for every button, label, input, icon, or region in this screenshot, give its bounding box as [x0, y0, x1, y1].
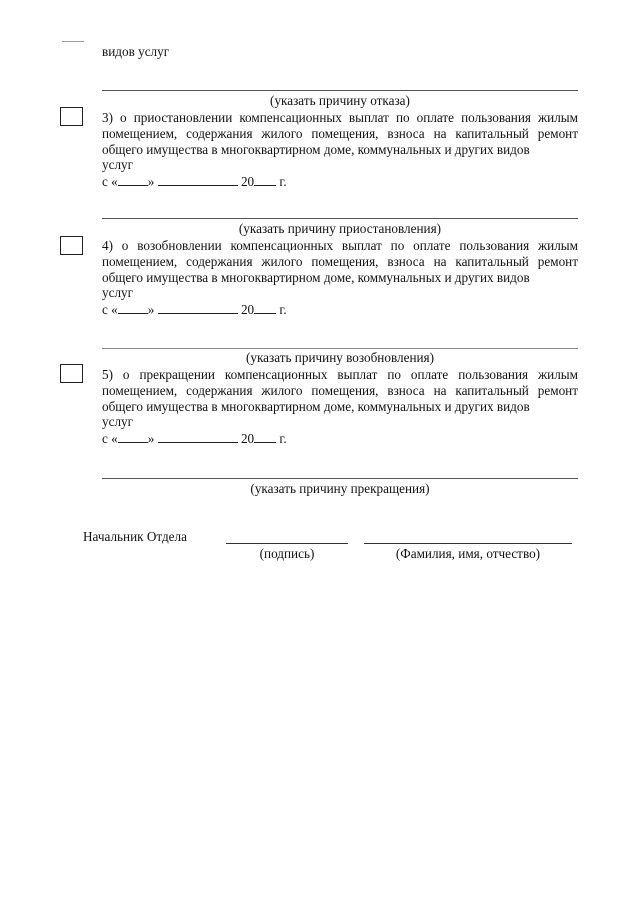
item-3-date: [102, 174, 287, 190]
date-quote-close: »: [147, 431, 155, 446]
date-prefix: с «: [102, 431, 118, 446]
date-month-blank[interactable]: [158, 302, 238, 314]
date-year-prefix: 20: [240, 431, 255, 446]
date-year-blank[interactable]: [254, 174, 276, 186]
item-5-checkbox[interactable]: [60, 364, 83, 383]
item-4-last-word: услуг: [102, 285, 134, 301]
signature-title: Начальник Отдела: [83, 529, 187, 544]
date-prefix: с «: [102, 302, 118, 317]
date-year-blank[interactable]: [254, 302, 276, 314]
date-year-blank[interactable]: [254, 431, 276, 443]
date-year-prefix: 20: [240, 302, 255, 317]
date-day-blank[interactable]: [118, 431, 148, 443]
date-prefix: с «: [102, 174, 118, 189]
resumption-reason-line: [102, 348, 578, 349]
item-5-text: [102, 367, 578, 430]
date-year-suffix: г.: [279, 302, 287, 317]
refusal-reason-caption: (указать причину отказа): [270, 93, 410, 108]
date-year-suffix: г.: [279, 174, 287, 189]
item-5-body: 5) о прекращении компенсационных выплат по оплате пользования жилым помещением, содержания жилого помещения, взноса на капитальный ремонт общего имущества в многоквартирном доме, коммунальных и других видов: [102, 367, 578, 414]
top-dash: [62, 41, 84, 42]
suspension-reason-caption: (указать причину приостановления): [238, 221, 442, 236]
suspension-reason-line: [102, 218, 578, 219]
resumption-reason-caption: (указать причину возобновления): [245, 350, 435, 365]
termination-reason-caption: (указать причину прекращения): [250, 481, 430, 496]
date-day-blank[interactable]: [118, 174, 148, 186]
date-quote-close: »: [147, 174, 155, 189]
date-year-suffix: г.: [279, 431, 287, 446]
item-3-body: 3) о приостановлении компенсационных выплат по оплате пользования жилым помещением, содержания жилого помещения, взноса на капитальный ремонт общего имущества в многоквартирном доме, коммунальных и других видов: [102, 110, 578, 157]
item-4-text: [102, 238, 578, 301]
item-3-checkbox[interactable]: [60, 107, 83, 126]
item-5-last-word: услуг: [102, 414, 134, 430]
full-name-caption: (Фамилия, имя, отчество): [395, 546, 541, 561]
signature-caption: (подпись): [259, 546, 315, 561]
date-month-blank[interactable]: [158, 431, 238, 443]
item-3-text: [102, 110, 578, 173]
full-name-line[interactable]: [364, 543, 572, 544]
date-month-blank[interactable]: [158, 174, 238, 186]
item-4-date: [102, 302, 287, 318]
item-3-last-word: услуг: [102, 157, 134, 173]
item-5-date: [102, 431, 287, 447]
refusal-reason-line: [102, 90, 578, 91]
date-year-prefix: 20: [240, 174, 255, 189]
continuation-text: видов услуг: [102, 44, 170, 59]
item-4-checkbox[interactable]: [60, 236, 83, 255]
termination-reason-line: [102, 478, 578, 479]
signature-line[interactable]: [226, 543, 348, 544]
date-day-blank[interactable]: [118, 302, 148, 314]
date-quote-close: »: [147, 302, 155, 317]
item-4-body: 4) о возобновлении компенсационных выплат по оплате пользования жилым помещением, содержания жилого помещения, взноса на капитальный ремонт общего имущества в многоквартирном доме, коммунальных и других видов: [102, 238, 578, 285]
